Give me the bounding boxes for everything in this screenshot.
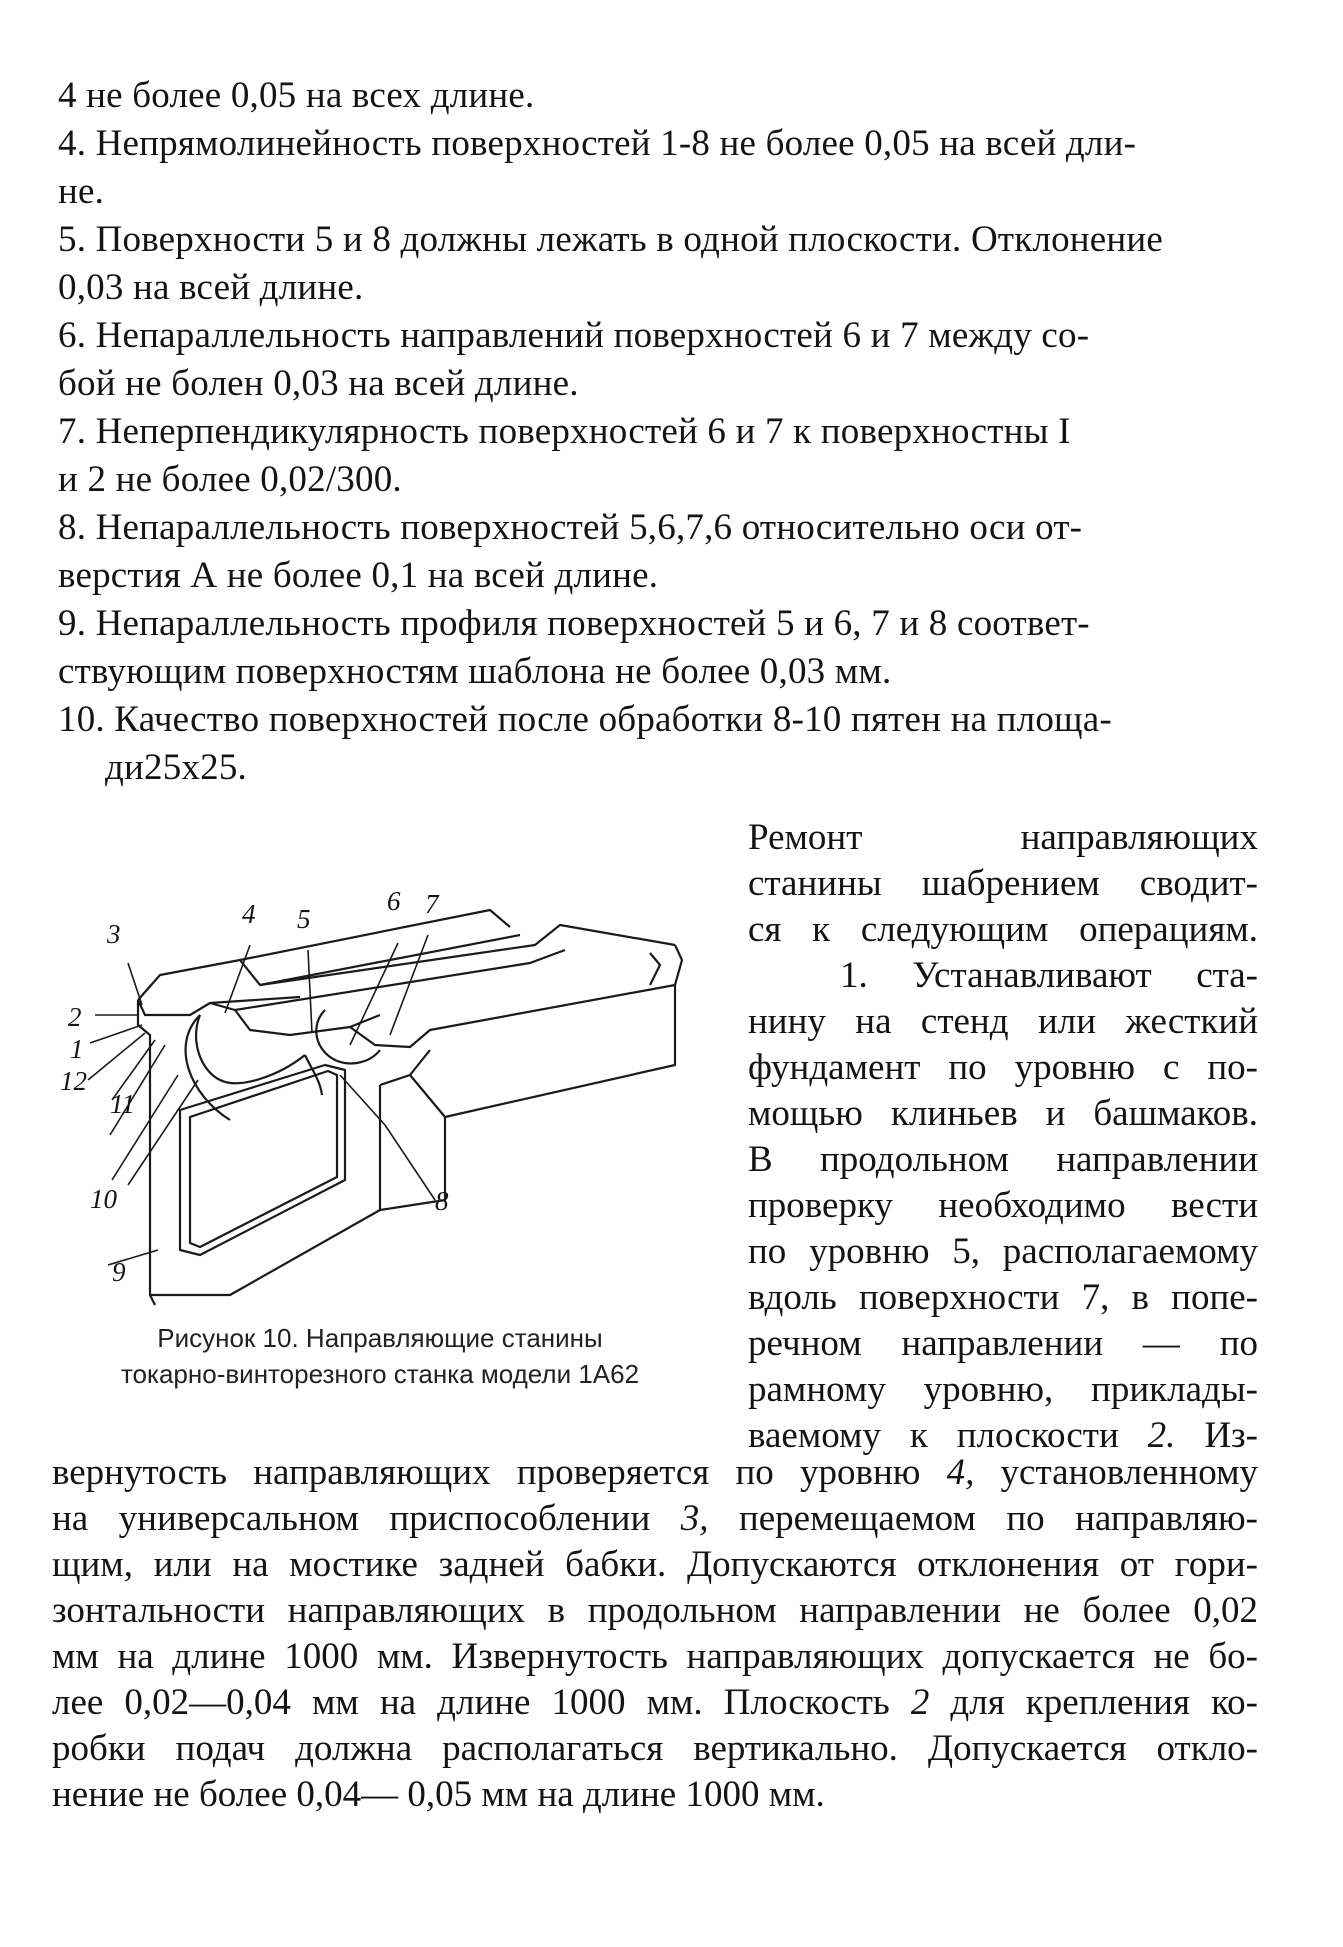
side-line-last: ваемому к плоскости 2. Из- (748, 1415, 1258, 1456)
figure-lathe-bed-guides (50, 835, 700, 1385)
list-line: 0,03 на всей длине. (58, 267, 364, 308)
side-line: нину на стенд или жесткий (748, 1001, 1258, 1042)
bottom-line-7: робки подач должна располагаться вертикально. Допускается откло- (52, 1728, 1258, 1769)
list-line: 5. Поверхности 5 и 8 должны лежать в одной плоскости. Отклонение (58, 219, 1164, 260)
bottom-line-5: мм на длине 1000 мм. Извернутость направляющих допускается не бо- (52, 1636, 1258, 1677)
bottom-line-1: вернутость направляющих проверяется по уровню 4, установленному (52, 1452, 1258, 1493)
callout-5: 5 (297, 904, 311, 934)
list-line: 10. Качество поверхностей после обработки 8-10 пятен на площа- (58, 699, 1112, 740)
side-line: рамному уровню, приклады- (748, 1369, 1258, 1410)
list-line: бой не болен 0,03 на всей длине. (58, 363, 579, 404)
list-line: и 2 не более 0,02/300. (58, 459, 402, 500)
bottom-line-3: щим, или на мостике задней бабки. Допускаются отклонения от гори- (52, 1544, 1258, 1585)
side-line: станины шабрением сводит- (748, 863, 1258, 904)
list-line: 6. Непараллельность направлений поверхностей 6 и 7 между со- (58, 315, 1090, 356)
callout-12: 12 (60, 1066, 87, 1096)
list-line: 8. Непараллельность поверхностей 5,6,7,6 относительно оси от- (58, 507, 1083, 548)
callout-1: 1 (70, 1034, 84, 1064)
callout-7: 7 (425, 889, 439, 919)
side-line: Ремонт направляющих (748, 817, 1258, 858)
list-line: 7. Неперпендикулярность поверхностей 6 и 7 к поверхностны I (58, 411, 1071, 452)
side-line: фундамент по уровню с по- (748, 1047, 1258, 1088)
bottom-line-2: на универсальном приспособлении 3, перемещаемом по направляю- (52, 1498, 1258, 1539)
list-line: 4. Непрямолинейность поверхностей 1-8 не более 0,05 на всей дли- (58, 123, 1137, 164)
side-line: ся к следующим операциям. (748, 909, 1258, 950)
bottom-paragraph (52, 1450, 1258, 1818)
callout-10: 10 (90, 1184, 117, 1214)
callout-2: 2 (68, 1002, 82, 1032)
side-line: речном направлении — по (748, 1323, 1258, 1364)
callout-9: 9 (112, 1257, 126, 1287)
side-line: В продольном направлении (748, 1139, 1258, 1180)
callout-8: 8 (435, 1186, 449, 1216)
callout-11: 11 (110, 1089, 135, 1119)
list-line: не. (58, 171, 105, 212)
list-line: 9. Непараллельность профиля поверхностей 5 и 6, 7 и 8 соответ- (58, 603, 1090, 644)
list-line: ствующим поверхностям шаблона не более 0,03 мм. (58, 651, 892, 692)
bottom-line-6: лее 0,02—0,04 мм на длине 1000 мм. Плоскость 2 для крепления ко- (52, 1682, 1258, 1723)
bottom-line-8: нение не более 0,04— 0,05 мм на длине 1000 мм. (52, 1774, 825, 1815)
side-line: проверку необходимо вести (748, 1185, 1258, 1226)
callout-3: 3 (107, 919, 121, 949)
requirements-list (58, 72, 1258, 792)
list-line: 4 не более 0,05 на всех длине. (58, 75, 535, 116)
side-line: 1. Устанавливают ста- (840, 955, 1258, 996)
list-line: ди25х25. (105, 747, 247, 788)
bottom-line-4: зонтальности направляющих в продольном направлении не более 0,02 (52, 1590, 1258, 1631)
side-line: по уровню 5, располагаемому (748, 1231, 1258, 1272)
figure-caption (100, 1320, 660, 1392)
side-line: мощью клиньев и башмаков. (748, 1093, 1258, 1134)
side-line: вдоль поверхности 7, в попе- (748, 1277, 1258, 1318)
lathe-bed-drawing (50, 835, 700, 1315)
caption-line-2: токарно-винторезного станка модели 1А62 (120, 1359, 640, 1389)
caption-line-1: Рисунок 10. Направляющие станины (157, 1323, 603, 1353)
callout-4: 4 (242, 899, 256, 929)
side-paragraph (748, 815, 1258, 1459)
list-line: верстия А не более 0,1 на всей длине. (58, 555, 659, 596)
callout-6: 6 (387, 886, 401, 916)
